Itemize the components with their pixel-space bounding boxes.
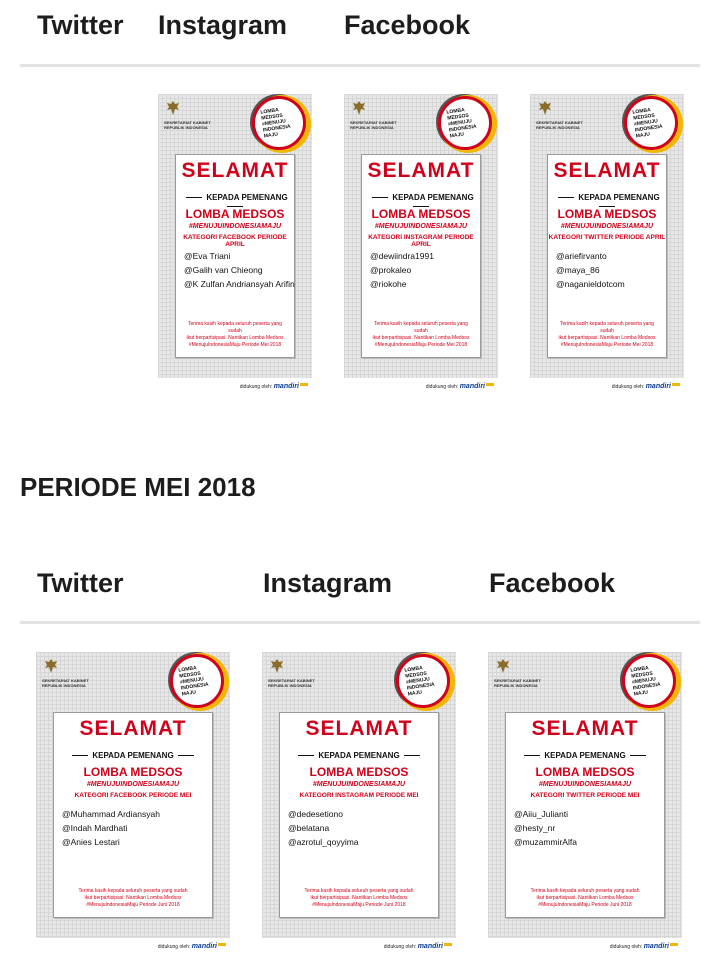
contest-hashtag: #MENUJUINDONESIAMAJU (86, 781, 180, 788)
winner-name: @dedesetiono (288, 809, 343, 819)
tab-twitter[interactable]: Twitter (37, 10, 124, 40)
sponsor-mark-icon (486, 383, 494, 386)
contest-hashtag: #MENUJUINDONESIAMAJU (560, 223, 654, 230)
secretariat-label: SEKRETARIAT KABINET REPUBLIK INDONESIA (268, 678, 315, 688)
poster-subtitle: KEPADA PEMENANG (60, 751, 206, 760)
poster-title: SELAMAT (181, 159, 289, 182)
support-label: didukung oleh: (383, 944, 417, 950)
winner-name: @dewiindra1991 (370, 251, 434, 261)
announcement-card (361, 154, 481, 358)
contest-hashtag: #MENUJUINDONESIAMAJU (312, 781, 406, 788)
poster-subtitle: KEPADA PEMENANG (182, 193, 288, 211)
contest-name: LOMBA MEDSOS (557, 207, 657, 221)
poster-title: SELAMAT (531, 717, 639, 740)
winner-name: @riokohe (370, 279, 407, 289)
badge-text: LOMBA MEDSOS #MENUJU INDONESIA MAJU (632, 107, 663, 140)
support-label: didukung oleh: (157, 944, 191, 950)
contest-badge (622, 654, 676, 708)
poster-subtitle: KEPADA PEMENANG (368, 193, 474, 211)
sponsor-line (384, 943, 452, 950)
contest-badge (170, 654, 224, 708)
announcement-card (175, 154, 295, 358)
poster-title: SELAMAT (79, 717, 187, 740)
tab-twitter[interactable]: Twitter (37, 568, 124, 598)
thank-you-note: Terima kasih kepada seluruh peserta yang sudah ikut berpartisipasi. Nantikan Lomba Medsos #MenujuIndonesiaMaju Periode Mei 2018 (558, 321, 656, 348)
contest-name: LOMBA MEDSOS (309, 765, 409, 779)
poster-facebook-mei[interactable] (36, 652, 230, 950)
sponsor-line (612, 383, 680, 390)
winner-name: @muzammirAlfa (514, 837, 577, 847)
winner-list (370, 249, 476, 291)
garuda-emblem-icon (496, 658, 510, 674)
badge-text: LOMBA MEDSOS #MENUJU INDONESIA MAJU (178, 665, 209, 698)
tab-divider (20, 64, 700, 67)
poster-subtitle: KEPADA PEMENANG (554, 193, 660, 211)
support-label: didukung oleh: (239, 384, 273, 390)
contest-badge (624, 96, 678, 150)
secretariat-label: SEKRETARIAT KABINET REPUBLIK INDONESIA (350, 120, 397, 130)
sponsor-logo: mandiri (273, 383, 299, 390)
winner-name: @Indah Mardhati (62, 823, 128, 833)
thank-you-note: Terima kasih kepada seluruh peserta yang sudah ikut berpartisipasi. Nantikan Lomba Medsos #MenujuIndonesiaMaju Periode Juni 2018 (530, 888, 640, 908)
contest-category: KATEGORI INSTAGRAM PERIODE MEI (299, 792, 419, 799)
winner-list (184, 249, 295, 291)
sponsor-line (158, 943, 226, 950)
winner-name: @Galih van Chieong (184, 265, 263, 275)
announcement-card (53, 712, 213, 918)
garuda-emblem-icon (270, 658, 284, 674)
contest-hashtag: #MENUJUINDONESIAMAJU (188, 223, 282, 230)
poster-background (488, 652, 682, 938)
secretariat-label: SEKRETARIAT KABINET REPUBLIK INDONESIA (42, 678, 89, 688)
poster-instagram-mei[interactable] (262, 652, 456, 950)
winner-name: @Muhammad Ardiansyah (62, 809, 160, 819)
thank-you-note: Terima kasih kepada seluruh peserta yang sudah ikut berpartisipasi. Nantikan Lomba Medsos #MenujuIndonesiaMaju Periode Juni 2018 (78, 888, 188, 908)
contest-name: LOMBA MEDSOS (535, 765, 635, 779)
support-label: didukung oleh: (425, 384, 459, 390)
winner-list (288, 807, 434, 849)
secretariat-label: SEKRETARIAT KABINET REPUBLIK INDONESIA (536, 120, 583, 130)
sponsor-logo: mandiri (417, 943, 443, 950)
garuda-emblem-icon (538, 100, 552, 116)
secretariat-label: SEKRETARIAT KABINET REPUBLIK INDONESIA (164, 120, 211, 130)
badge-text: LOMBA MEDSOS #MENUJU INDONESIA MAJU (404, 665, 435, 698)
sponsor-logo: mandiri (645, 383, 671, 390)
poster-title: SELAMAT (553, 159, 661, 182)
poster-background (36, 652, 230, 938)
sponsor-line (610, 943, 678, 950)
poster-facebook-april[interactable] (158, 94, 312, 390)
poster-twitter-mei[interactable] (488, 652, 682, 950)
winner-name: @ariefirvanto (556, 251, 607, 261)
sponsor-mark-icon (672, 383, 680, 386)
badge-text: LOMBA MEDSOS #MENUJU INDONESIA MAJU (260, 107, 291, 140)
sponsor-line (240, 383, 308, 390)
poster-title: SELAMAT (305, 717, 413, 740)
sponsor-line (426, 383, 494, 390)
tab-facebook[interactable]: Facebook (344, 10, 471, 40)
poster-background (344, 94, 498, 378)
garuda-emblem-icon (166, 100, 180, 116)
winner-list (556, 249, 662, 291)
winner-name: @hesty_nr (514, 823, 556, 833)
tab-instagram[interactable]: Instagram (158, 10, 288, 40)
winner-name: @prokaleo (370, 265, 412, 275)
contest-category: KATEGORI INSTAGRAM PERIODE APRIL (368, 234, 474, 248)
announcement-card (279, 712, 439, 918)
sponsor-mark-icon (300, 383, 308, 386)
winner-name: @K Zulfan Andriansyah Arifin (184, 279, 295, 289)
contest-category: KATEGORI TWITTER PERIODE APRIL (548, 234, 666, 241)
contest-badge (396, 654, 450, 708)
announcement-card (547, 154, 667, 358)
badge-text: LOMBA MEDSOS #MENUJU INDONESIA MAJU (630, 665, 661, 698)
winner-name: @Eva Triani (184, 251, 231, 261)
tab-instagram[interactable]: Instagram (263, 568, 393, 598)
garuda-emblem-icon (352, 100, 366, 116)
thank-you-note: Terima kasih kepada seluruh peserta yang sudah ikut berpartisipasi. Nantikan Lomba Medsos #MenujuIndonesiaMaju Periode Mei 2018 (372, 321, 470, 348)
tab-facebook[interactable]: Facebook (489, 568, 616, 598)
sponsor-mark-icon (218, 943, 226, 946)
contest-badge (438, 96, 492, 150)
thank-you-note: Terima kasih kepada seluruh peserta yang sudah ikut berpartisipasi. Nantikan Lomba Medsos #MenujuIndonesiaMaju Periode Juni 2018 (304, 888, 414, 908)
contest-category: KATEGORI FACEBOOK PERIODE MEI (74, 792, 192, 799)
sponsor-logo: mandiri (643, 943, 669, 950)
sponsor-mark-icon (670, 943, 678, 946)
winner-name: @Aiiu_Julianti (514, 809, 568, 819)
contest-category: KATEGORI TWITTER PERIODE MEI (530, 792, 640, 799)
winner-name: @maya_86 (556, 265, 600, 275)
winner-name: @naganieldotcom (556, 279, 625, 289)
winner-name: @belatana (288, 823, 330, 833)
period-heading: PERIODE MEI 2018 (20, 472, 256, 502)
tab-divider (20, 621, 700, 624)
garuda-emblem-icon (44, 658, 58, 674)
announcement-card (505, 712, 665, 918)
poster-subtitle: KEPADA PEMENANG (512, 751, 658, 760)
support-label: didukung oleh: (609, 944, 643, 950)
winner-name: @azrotul_qoyyima (288, 837, 359, 847)
contest-category: KATEGORI FACEBOOK PERIODE APRIL (183, 234, 287, 248)
support-label: didukung oleh: (611, 384, 645, 390)
poster-subtitle: KEPADA PEMENANG (286, 751, 432, 760)
thank-you-note: Terima kasih kepada seluruh peserta yang sudah ikut berpartisipasi. Nantikan Lomba Medsos #MenujuIndonesiaMaju Periode Mei 2018 (186, 321, 284, 348)
contest-name: LOMBA MEDSOS (83, 765, 183, 779)
poster-twitter-april[interactable] (530, 94, 684, 390)
sponsor-mark-icon (444, 943, 452, 946)
badge-text: LOMBA MEDSOS #MENUJU INDONESIA MAJU (446, 107, 477, 140)
poster-background (530, 94, 684, 378)
sponsor-logo: mandiri (459, 383, 485, 390)
winner-list (62, 807, 208, 849)
contest-name: LOMBA MEDSOS (185, 207, 285, 221)
contest-hashtag: #MENUJUINDONESIAMAJU (538, 781, 632, 788)
contest-name: LOMBA MEDSOS (371, 207, 471, 221)
poster-title: SELAMAT (367, 159, 475, 182)
poster-background (158, 94, 312, 378)
contest-badge (252, 96, 306, 150)
poster-instagram-april[interactable] (344, 94, 498, 390)
sponsor-logo: mandiri (191, 943, 217, 950)
winner-list (514, 807, 660, 849)
poster-background (262, 652, 456, 938)
winner-name: @Anies Lestari (62, 837, 120, 847)
secretariat-label: SEKRETARIAT KABINET REPUBLIK INDONESIA (494, 678, 541, 688)
contest-hashtag: #MENUJUINDONESIAMAJU (374, 223, 468, 230)
